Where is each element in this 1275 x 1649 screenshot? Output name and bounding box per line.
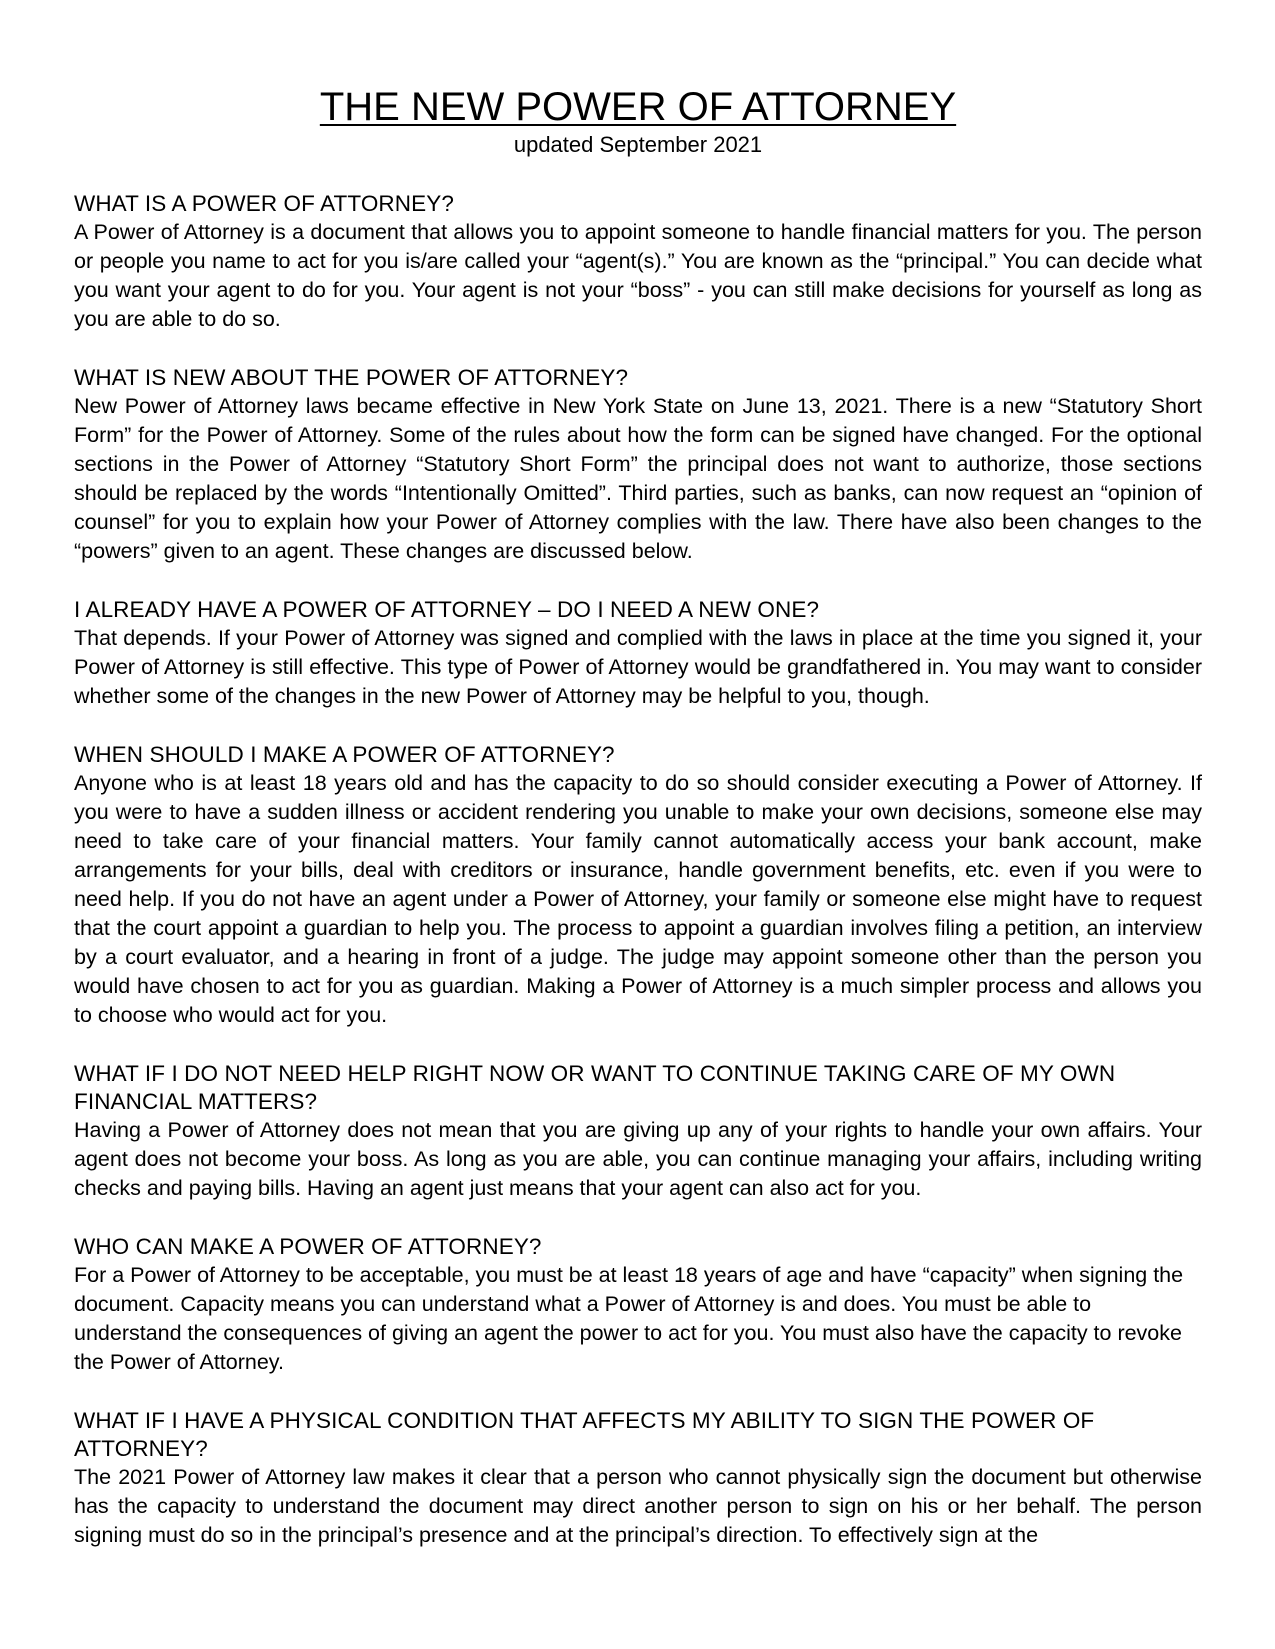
section-body: Having a Power of Attorney does not mean that you are giving up any of your rights to handle your own affairs. Your agent does not become your boss. As long as you are able, you can continue managing your affairs, including writing checks and paying bills. Having an agent just means that your agent can also act for you. xyxy=(74,1118,1202,1200)
section-heading: WHAT IF I HAVE A PHYSICAL CONDITION THAT AFFECTS MY ABILITY TO SIGN THE POWER OF ATTORNEY? xyxy=(74,1408,1095,1461)
section-what-is-poa xyxy=(74,190,1202,334)
section-what-is-new xyxy=(74,364,1202,566)
section-body: That depends. If your Power of Attorney was signed and complied with the laws in place at the time you signed it, your Power of Attorney is still effective. This type of Power of Attorney would be grandfathered in. You may want to consider whether some of the changes in the new Power of Attorney may be helpful to you, though. xyxy=(74,626,1202,708)
document-subtitle: updated September 2021 xyxy=(513,132,763,157)
section-heading: WHAT IS A POWER OF ATTORNEY? xyxy=(74,191,454,216)
section-physical-condition xyxy=(74,1407,1202,1550)
section-when-should xyxy=(74,741,1202,1030)
section-heading: WHAT IS NEW ABOUT THE POWER OF ATTORNEY? xyxy=(74,365,629,390)
section-already-have xyxy=(74,596,1202,711)
document-page xyxy=(74,84,1202,1550)
section-no-help-now xyxy=(74,1060,1202,1203)
section-body: The 2021 Power of Attorney law makes it clear that a person who cannot physically sign the document but otherwise has the capacity to understand the document may direct another person to sign on his or her behalf. The person signing must do so in the principal’s presence and at the principal’s direction. To effectively sign at the xyxy=(74,1465,1202,1547)
section-heading: WHAT IF I DO NOT NEED HELP RIGHT NOW OR WANT TO CONTINUE TAKING CARE OF MY OWN FINANCIAL MATTERS? xyxy=(74,1061,1116,1114)
document-title: THE NEW POWER OF ATTORNEY xyxy=(319,85,957,129)
section-who-can-make xyxy=(74,1233,1202,1377)
section-heading: I ALREADY HAVE A POWER OF ATTORNEY – DO I NEED A NEW ONE? xyxy=(74,597,820,622)
section-body: Anyone who is at least 18 years old and has the capacity to do so should consider executing a Power of Attorney. If you were to have a sudden illness or accident rendering you unable to make your own decisions, someone else may need to take care of your financial matters. Your family cannot automatically access your bank account, make arrangements for your bills, deal with creditors or insurance, handle government benefits, etc. even if you were to need help. If you do not have an agent under a Power of Attorney, your family or someone else might have to request that the court appoint a guardian to help you. The process to appoint a guardian involves filing a petition, an interview by a court evaluator, and a hearing in front of a judge. The judge may appoint someone other than the person you would have chosen to act for you as guardian. Making a Power of Attorney is a much simpler process and allows you to choose who would act for you. xyxy=(74,771,1202,1027)
section-body: New Power of Attorney laws became effective in New York State on June 13, 2021. There is a new “Statutory Short Form” for the Power of Attorney. Some of the rules about how the form can be signed have changed. For the optional sections in the Power of Attorney “Statutory Short Form” the principal does not want to authorize, those sections should be replaced by the words “Intentionally Omitted”. Third parties, such as banks, can now request an “opinion of counsel” for you to explain how your Power of Attorney complies with the law. There have also been changes to the “powers” given to an agent. These changes are discussed below. xyxy=(74,394,1202,563)
section-body: A Power of Attorney is a document that allows you to appoint someone to handle financial matters for you. The person or people you name to act for you is/are called your “agent(s).” You are known as the “principal.” You can decide what you want your agent to do for you. Your agent is not your “boss” - you can still make decisions for yourself as long as you are able to do so. xyxy=(74,220,1202,331)
section-body: For a Power of Attorney to be acceptable, you must be at least 18 years of age and have “capacity” when signing the document. Capacity means you can understand what a Power of Attorney is and does. You must be able to understand the consequences of giving an agent the power to act for you. You must also have the capacity to revoke the Power of Attorney. xyxy=(74,1263,1184,1374)
section-heading: WHEN SHOULD I MAKE A POWER OF ATTORNEY? xyxy=(74,742,615,767)
section-heading: WHO CAN MAKE A POWER OF ATTORNEY? xyxy=(74,1234,542,1259)
